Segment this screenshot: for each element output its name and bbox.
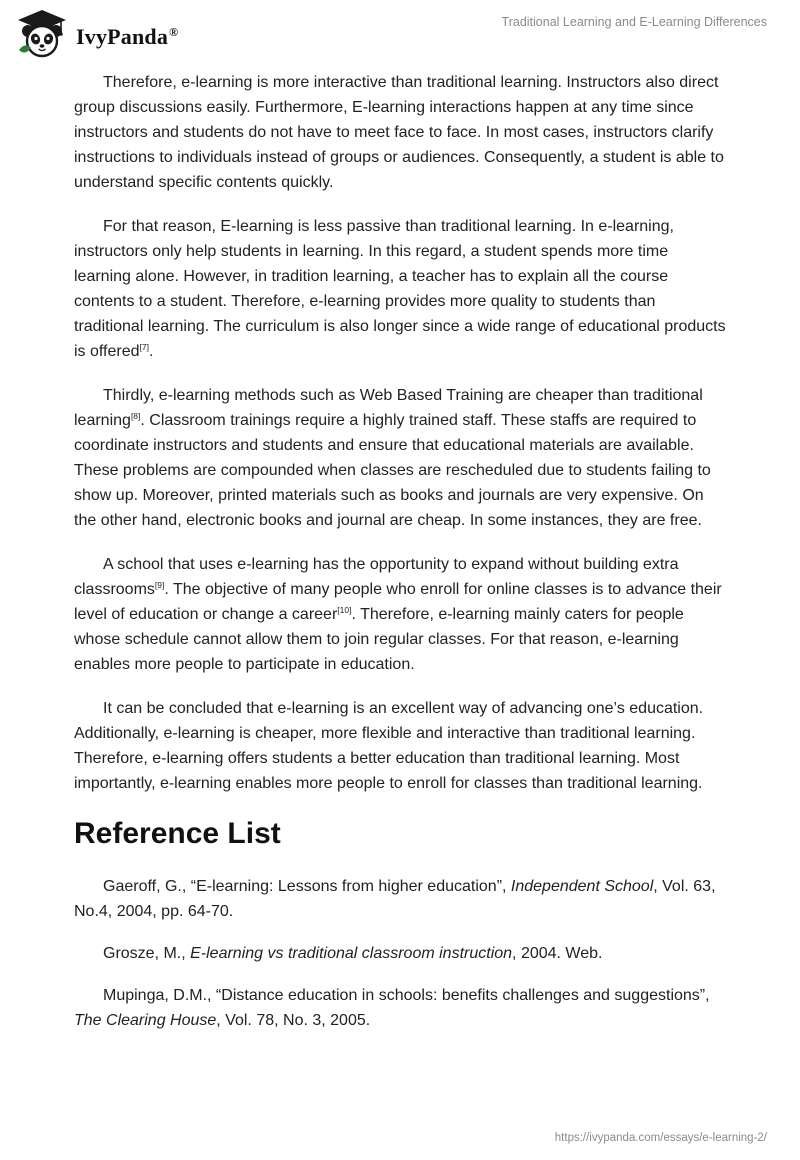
body-paragraph	[74, 552, 726, 677]
text-segment: Gaeroff, G., “E-learning: Lessons from higher education”,	[103, 878, 511, 895]
text-segment: .	[148, 343, 154, 360]
text-segment: For that reason, E-learning is less passive than traditional learning. In e-learning, instructors only help students in learning. In this regard, a student spends more time learning alone. However, in tradition learning, a teacher has to explain all the course contents to a student. Therefore, e-learning provides more quality to students than traditional learning. The curriculum is also longer since a wide range of educational products is offered	[74, 218, 726, 360]
text-segment: , Vol. 78, No. 3, 2005.	[216, 1012, 371, 1029]
body-paragraph	[74, 214, 726, 364]
body-paragraph	[74, 383, 726, 533]
reference-list-heading: Reference List	[74, 817, 281, 850]
text-segment: , Vol. 63, No.4, 2004, pp. 64-70.	[74, 878, 716, 920]
citation-marker[interactable]: [7]	[139, 342, 149, 352]
text-segment: Grosze, M.,	[103, 945, 191, 962]
text-segment: . Therefore, e-learning mainly caters for people whose schedule cannot allow them to join regular classes. For that reason, e-learning enables more people to participate in education.	[74, 606, 684, 673]
text-segment: . Classroom trainings require a highly trained staff. These staffs are required to coordinate instructors and students and ensure that educational materials are available. These problems are compounded when classes are rescheduled due to students failing to show up. Moreover, printed materials such as books and journals are very expensive. On the other hand, electronic books and journal are cheap. In some instances, they are free.	[74, 412, 711, 529]
panda-graduation-cap-icon	[14, 6, 70, 62]
reference-entry	[74, 874, 726, 924]
brand-name: IvyPanda®	[76, 24, 179, 49]
reference-entry	[74, 983, 726, 1033]
reference-italic-title: E-learning vs traditional classroom instruction	[190, 945, 513, 962]
essay-content	[74, 70, 726, 1050]
ivypanda-logo[interactable]	[14, 6, 178, 62]
reference-italic-title: Independent School	[510, 878, 654, 895]
citation-marker[interactable]: [9]	[154, 580, 165, 590]
page-header	[0, 0, 800, 70]
footer-url[interactable]: https://ivypanda.com/essays/e-learning-2/	[554, 1132, 767, 1144]
reference-italic-title: The Clearing House	[74, 1012, 217, 1029]
document-title: Traditional Learning and E-Learning Differences	[501, 15, 767, 29]
text-segment: Mupinga, D.M., “Distance education in schools: benefits challenges and suggestions”,	[103, 987, 710, 1004]
citation-marker[interactable]: [8]	[130, 411, 141, 421]
text-segment: A school that uses e-learning has the opportunity to expand without building extra classrooms	[74, 556, 679, 598]
text-segment: . The objective of many people who enroll for online classes is to advance their level of education or change a career	[74, 581, 722, 623]
reference-entry	[74, 941, 726, 966]
text-segment: It can be concluded that e-learning is an excellent way of advancing one’s education. Additionally, e-learning is cheaper, more flexible and interactive than traditional learning. Therefore, e-learning offers students a better education than traditional learning. Most importantly, e-learning enables more people to enroll for classes than traditional learning.	[74, 700, 704, 792]
text-segment: Therefore, e-learning is more interactive than traditional learning. Instructors also direct group discussions easily. Furthermore, E-learning interactions happen at any time since instructors and students do not have to meet face to face. In most cases, instructors clarify instructions to individuals instead of groups or audiences. Consequently, a student is able to understand specific contents quickly.	[74, 74, 724, 191]
text-segment: Thirdly, e-learning methods such as Web Based Training are cheaper than traditional learning	[74, 387, 703, 429]
body-paragraph	[74, 696, 726, 796]
reference-list	[74, 874, 726, 1033]
body-paragraph	[74, 70, 726, 195]
citation-marker[interactable]: [10]	[337, 605, 352, 615]
essay-body	[74, 70, 726, 796]
text-segment: , 2004. Web.	[512, 945, 603, 962]
